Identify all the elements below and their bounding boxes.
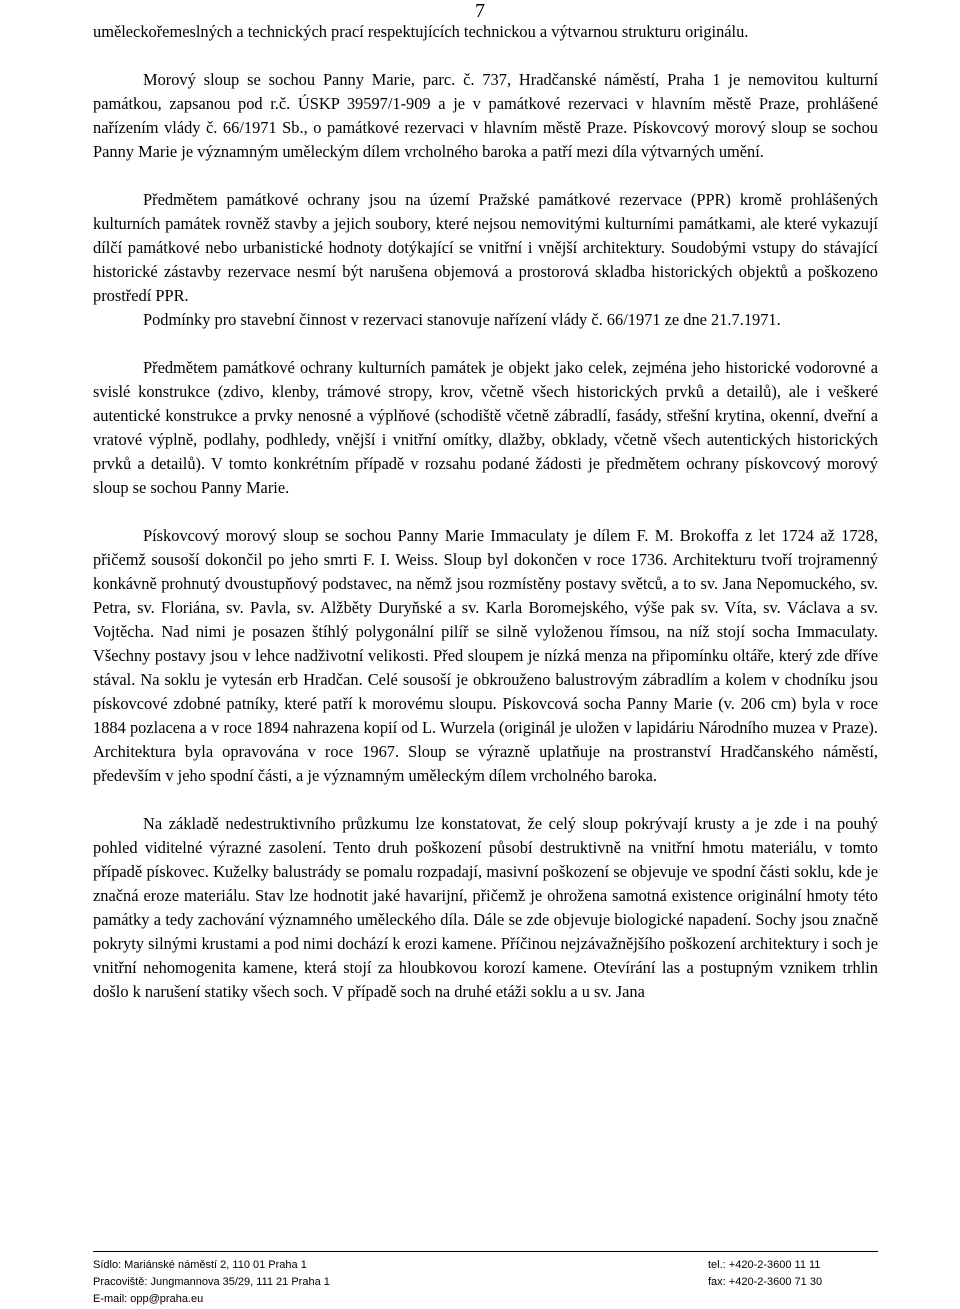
footer-address: Sídlo: Mariánské náměstí 2, 110 01 Praha 1	[93, 1259, 307, 1271]
paragraph-building-conditions: Podmínky pro stavební činnost v rezervaci stanovuje nařízení vlády č. 66/1971 ze dne 21.7.1971.	[143, 310, 781, 329]
page-number: 7	[475, 0, 485, 22]
paragraph-column-description: Pískovcový morový sloup se sochou Panny Marie Immaculaty je dílem F. M. Brokoffa z let 1724 až 1728, přičemž sousoší dokončil po jeho smrti F. I. Weiss. Sloup byl dokončen v roce 1736. Architekturu tvoří trojramenný konkávně prohnutý dvoustupňový podstavec, na němž jsou rozmístěny postavy světců, a to sv. Jana Nepomuckého, sv. Petra, sv. Floriána, sv. Pavla, sv. Alžběty Duryňské a sv. Karla Boromejského, výše pak sv. Víta, sv. Václava a sv. Vojtěcha. Nad nimi je posazen štíhlý polygonální pilíř se silně vyloženou římsou, na níž stojí socha Immaculaty. Všechny postavy jsou v lehce nadživotní velikosti. Před sloupem je nízká menza na připomínku oltáře, který zde dříve stával. Na soklu je vytesán erb Hradčan. Celé sousoší je obkrouženo balustrovým zábradlím a kolem v chodníku jsou pískovcové zdobné patníky, které patří k morovému sloupu. Pískovcová socha Panny Marie (v. 206 cm) byla v roce 1884 pozlacena a v roce 1894 nahrazena kopií od L. Wurzela (originál je uložen v lapidáriu Národního muzea v Praze). Architektura byla opravována v roce 1967. Sloup se výrazně uplatňuje na prostranství Hradčanského náměstí, především v jeho spodní části, a je významným uměleckým dílem vrcholného baroka.	[93, 526, 878, 785]
footer	[93, 1257, 878, 1308]
footer-divider	[93, 1251, 878, 1252]
paragraph-damage-survey: Na základě nedestruktivního průzkumu lze konstatovat, že celý sloup pokrývají krusty a je zde i na pouhý pohled viditelné výrazné zasolení. Tento druh poškození působí destruktivně na vnitřní hmotu materiálu, v tomto případě pískovec. Kuželky balustrády se pomalu rozpadají, masivní poškození se objevuje ve spodní části soklu, kde je značná eroze materiálu. Stav lze hodnotit jaké havarijní, přičemž je ohrožena samotná existence originální hmoty této památky a tedy zachování významného uměleckého díla. Dále se zde objevuje biologické napadení. Sochy jsou značně pokryty silnými krustami a pod nimi dochází k erozi kamene. Příčinou nejzávažnějšího poškození architektury i soch je vnitřní nehomogenita kamene, která stojí za hloubkovou korozí kamene. Otevírání las a postupným vznikem trhlin došlo k narušení statiky všech soch. V případě soch na druhé etáži soklu a u sv. Jana	[93, 814, 878, 1001]
footer-email[interactable]: E-mail: opp@praha.eu	[93, 1293, 204, 1305]
footer-phone: tel.: +420-2-3600 11 11	[708, 1259, 821, 1271]
paragraph-protection-subject: Předmětem památkové ochrany kulturních památek je objekt jako celek, zejména jeho historické vodorovné a svislé konstrukce (zdivo, klenby, trámové stropy, krov, včetně všech historických prvků a detailů), ale i veškeré autentické konstrukce a prvky nenosné a výplňové (schodiště včetně zábradlí, fasády, střešní krytina, okenní, dveřní a vratové výplně, podlahy, podhledy, vnější i vnitřní omítky, dlažby, obklady, včetně všech autentických historických prvků a detailů). V tomto konkrétním případě v rozsahu podané žádosti je předmětem ochrany pískovcový morový sloup se sochou Panny Marie.	[93, 358, 878, 497]
document-body	[93, 20, 878, 1004]
paragraph-protection-ppr: Předmětem památkové ochrany jsou na území Pražské památkové rezervace (PPR) kromě prohlášených kulturních památek rovněž stavby a jejich soubory, které nejsou nemovitými kulturními památkami, ale které vykazují dílčí památkové nebo urbanistické hodnoty dotýkající se vnitřní i vnější architektury. Soudobými vstupy do stávající historické zástavby rezervace nesmí být narušena objemová a prostorová skladba historických objektů a poškozeno prostředí PPR.	[93, 190, 878, 305]
footer-fax: fax: +420-2-3600 71 30	[708, 1276, 823, 1288]
paragraph-monument-status: Morový sloup se sochou Panny Marie, parc. č. 737, Hradčanské náměstí, Praha 1 je nemovitou kulturní památkou, zapsanou pod r.č. ÚSKP 39597/1-909 a je v památkové rezervaci v hlavním městě Praze, prohlášené nařízením vlády č. 66/1971 Sb., o památkové rezervaci v hlavním městě Praze. Pískovcový morový sloup se sochou Panny Marie je významným uměleckým dílem vrcholného baroka a patří mezi díla výtvarných umění.	[93, 70, 878, 161]
paragraph-continuation: uměleckořemeslných a technických prací respektujících technickou a výtvarnou strukturu originálu.	[93, 22, 749, 41]
footer-workplace: Pracoviště: Jungmannova 35/29, 111 21 Praha 1	[93, 1276, 330, 1288]
